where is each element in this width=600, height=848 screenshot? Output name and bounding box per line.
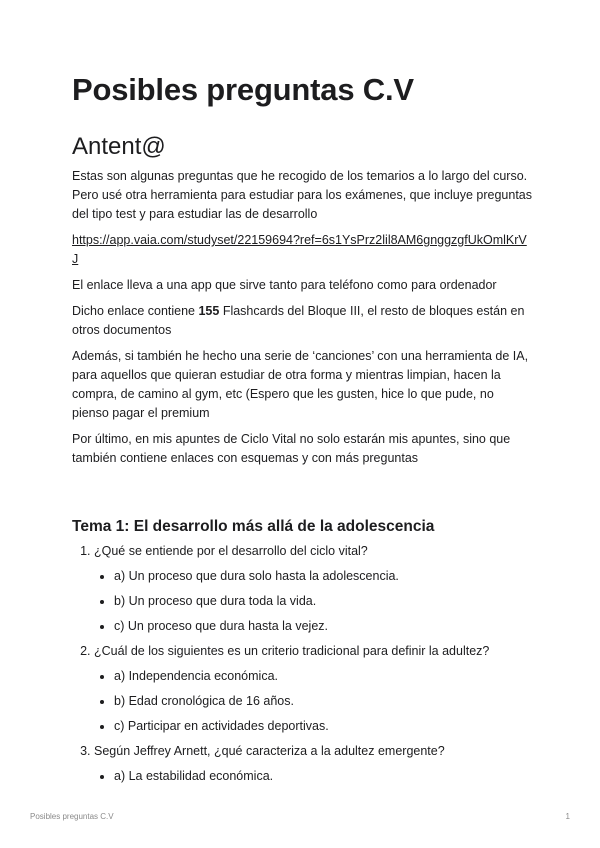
question-text: ¿Cuál de los siguientes es un criterio tradicional para definir la adultez? [94,644,490,658]
study-link[interactable]: https://app.vaia.com/studyset/22159694?ref=6s1YsPrz2lil8AM6gnggzgfUkOmlKrVJ [72,233,527,266]
study-link-paragraph [72,231,532,269]
option-item: • c) Participar en actividades deportivas. [114,717,532,736]
flashcards-paragraph [72,302,532,340]
footer-title: Posibles preguntas C.V [30,812,114,821]
page-number: 1 [565,812,570,821]
app-paragraph: El enlace lleva a una app que sirve tanto para teléfono como para ordenador [72,278,497,292]
document-page [72,70,532,792]
songs-paragraph: Además, si también he hecho una serie de ‘canciones’ con una herramienta de IA, para aquellos que quieran estudiar de otra forma y mientras limpian, hacen la compra, de camino al gym, etc (Espero que les gusten, hice lo que pude, no pienso pagar el premium [72,349,529,420]
tema-title: Tema 1: El desarrollo más allá de la adolescencia [72,518,435,535]
question-item [94,742,532,786]
page-footer [30,812,570,821]
option-item: • a) Independencia económica. [114,667,532,686]
question-item [94,542,532,636]
question-text: ¿Qué se entiende por el desarrollo del ciclo vital? [94,544,368,558]
question-list [72,542,532,786]
option-item: • b) Un proceso que dura toda la vida. [114,592,532,611]
option-item: • b) Edad cronológica de 16 años. [114,692,532,711]
option-item: • a) Un proceso que dura solo hasta la adolescencia. [114,567,532,586]
section-title: Antent@ [72,133,166,160]
final-paragraph: Por último, en mis apuntes de Ciclo Vital no solo estarán mis apuntes, sino que también contiene enlaces con esquemas y con más preguntas [72,432,511,465]
flashcards-count: 155 [198,304,220,318]
intro-paragraph: Estas son algunas preguntas que he recogido de los temarios a lo largo del curso. Pero usé otra herramienta para estudiar para los exámenes, que incluye preguntas del tipo test y para estudiar las de desarrollo [72,169,532,221]
option-list [94,567,532,636]
option-list [94,767,532,786]
option-list [94,667,532,736]
flashcards-text-post: Flashcards del Bloque III, el resto de bloques están en otros documentos [72,304,525,337]
option-item: • a) La estabilidad económica. [114,767,532,786]
question-item [94,642,532,736]
option-item: • c) Un proceso que dura hasta la vejez. [114,617,532,636]
question-text: Según Jeffrey Arnett, ¿qué caracteriza a la adultez emergente? [94,744,445,758]
document-title: Posibles preguntas C.V [72,72,414,107]
flashcards-text-pre: Dicho enlace contiene [72,304,199,318]
